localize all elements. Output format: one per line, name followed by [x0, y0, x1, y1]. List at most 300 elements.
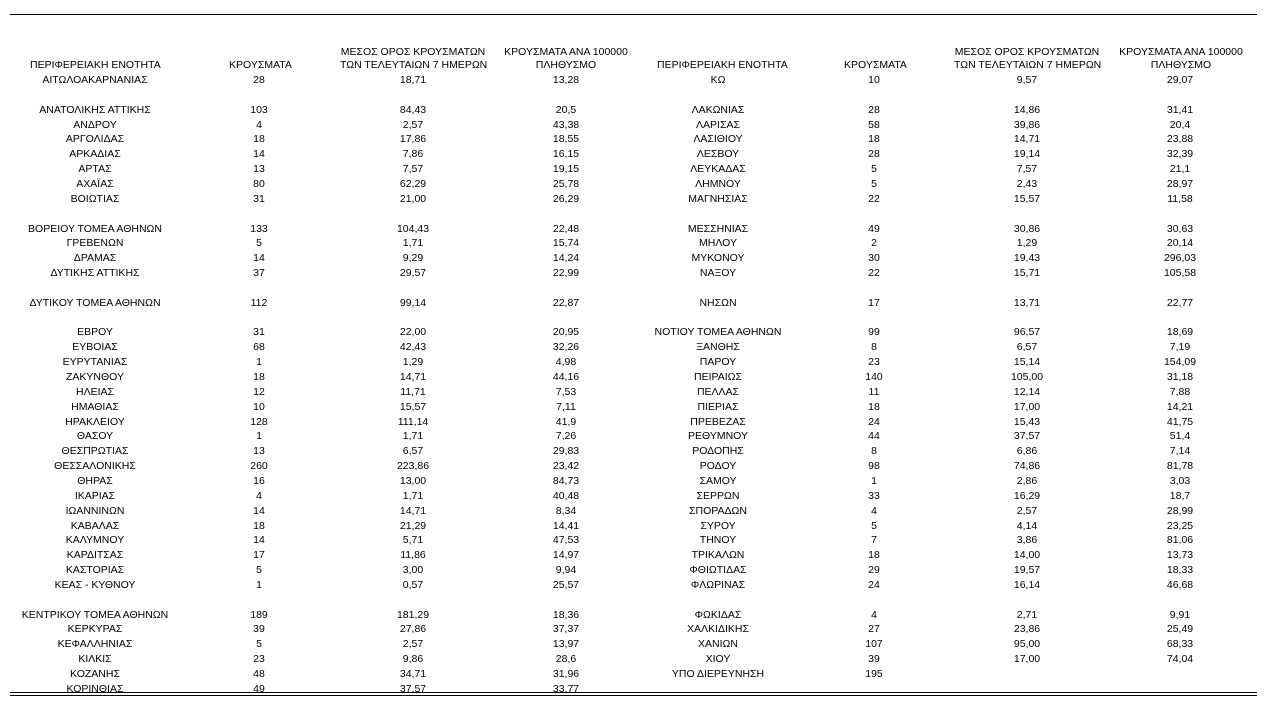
- right-cell-avg: 7,57: [1016, 163, 1038, 176]
- left-cell-avg: 37,57: [399, 682, 427, 695]
- left-cell-region: ΕΒΡΟΥ: [77, 326, 113, 339]
- left-cell-avg: 62,29: [399, 177, 427, 190]
- header-cases-left: ΚΡΟΥΣΜΑΤΑ: [229, 59, 292, 71]
- right-cell-per100k: 29,07: [1166, 74, 1194, 86]
- right-cell-cases: 24: [868, 415, 880, 428]
- right-cell-avg: 14,00: [1013, 549, 1041, 562]
- right-cell-region: ΡΕΘΥΜΝΟΥ: [687, 430, 749, 443]
- right-cell-avg: 2,43: [1016, 177, 1038, 190]
- left-cell-cases: 31: [253, 192, 265, 205]
- left-cell-cases: 28: [253, 74, 265, 86]
- left-cell-per100k: 7,53: [555, 385, 577, 398]
- left-cell-per100k: 44,16: [552, 371, 580, 383]
- right-cell-per100k: 20,14: [1166, 237, 1194, 250]
- right-cell-avg: 105,00: [1010, 371, 1044, 383]
- right-cell-region: ΛΗΜΝΟΥ: [695, 177, 741, 190]
- right-cell-cases: 98: [868, 460, 880, 473]
- right-cell-per100k: 23,88: [1166, 133, 1194, 146]
- left-cell-cases: 103: [250, 103, 268, 116]
- right-cell-cases: 28: [868, 148, 880, 161]
- left-cell-cases: 49: [253, 682, 265, 695]
- left-cell-region: ΚΕΦΑΛΛΗΝΙΑΣ: [57, 638, 133, 651]
- left-cell-avg: 21,00: [399, 192, 427, 205]
- left-cell-region: ΑΙΤΩΛΟΑΚΑΡΝΑΝΙΑΣ: [42, 74, 148, 86]
- right-cell-avg: 95,00: [1013, 638, 1041, 651]
- right-cell-region: ΝΗΣΩΝ: [699, 296, 737, 309]
- left-cell-region: ΒΟΙΩΤΙΑΣ: [70, 192, 120, 205]
- right-cell-cases: 5: [871, 519, 877, 532]
- right-cell-avg: 15,14: [1013, 356, 1041, 369]
- right-cell-cases: 18: [868, 133, 880, 146]
- left-cell-avg: 34,71: [399, 668, 427, 680]
- right-cell-cases: 8: [871, 445, 877, 458]
- right-cell-region: ΤΗΝΟΥ: [699, 534, 737, 547]
- right-cell-avg: 13,71: [1013, 296, 1041, 309]
- left-cell-per100k: 40,48: [552, 489, 580, 502]
- left-cell-region: ΑΧΑΪΑΣ: [76, 177, 114, 190]
- right-cell-cases: 39: [868, 653, 880, 666]
- left-cell-region: ΔΥΤΙΚΟΥ ΤΟΜΕΑ ΑΘΗΝΩΝ: [29, 296, 161, 309]
- left-cell-region: ΘΗΡΑΣ: [77, 474, 113, 487]
- right-cell-avg: 19,43: [1013, 252, 1041, 265]
- left-cell-avg: 13,00: [399, 474, 427, 487]
- left-cell-cases: 37: [253, 267, 265, 280]
- left-cell-region: ΑΡΓΟΛΙΔΑΣ: [65, 133, 125, 146]
- left-cell-cases: 189: [250, 608, 268, 621]
- right-cell-region: ΣΥΡΟΥ: [700, 519, 736, 532]
- right-cell-region: ΚΩ: [710, 74, 726, 86]
- right-cell-per100k: 46,68: [1166, 578, 1194, 591]
- left-cell-region: ΚΟΡΙΝΘΙΑΣ: [66, 682, 124, 695]
- left-cell-avg: 1,29: [402, 356, 424, 369]
- header-region-left: ΠΕΡΙΦΕΡΕΙΑΚΗ ΕΝΟΤΗΤΑ: [30, 59, 161, 71]
- right-cell-cases: 22: [868, 192, 880, 205]
- right-cell-avg: 17,00: [1013, 400, 1041, 413]
- right-cell-cases: 4: [871, 608, 877, 621]
- right-cell-region: ΡΟΔΟΥ: [699, 460, 737, 473]
- left-cell-avg: 15,57: [399, 400, 427, 413]
- left-cell-region: ΚΕΡΚΥΡΑΣ: [67, 623, 123, 636]
- right-cell-cases: 44: [868, 430, 880, 443]
- right-cell-region: ΛΕΣΒΟΥ: [696, 148, 740, 161]
- left-cell-cases: 5: [256, 638, 262, 651]
- right-cell-avg: 12,14: [1013, 385, 1041, 398]
- bottom-rule-double: [10, 695, 1257, 696]
- right-cell-region: ΣΕΡΡΩΝ: [696, 489, 740, 502]
- left-cell-avg: 0,57: [402, 578, 424, 591]
- right-cell-cases: 8: [871, 341, 877, 354]
- right-cell-cases: 107: [865, 638, 883, 651]
- right-cell-cases: 24: [868, 578, 880, 591]
- right-cell-per100k: 28,97: [1166, 177, 1194, 190]
- left-cell-per100k: 22,87: [552, 296, 580, 309]
- right-cell-cases: 2: [871, 237, 877, 250]
- right-cell-per100k: 154,09: [1163, 356, 1197, 369]
- right-cell-region: ΠΕΙΡΑΙΩΣ: [694, 371, 742, 383]
- left-cell-per100k: 18,36: [552, 608, 580, 621]
- left-cell-cases: 12: [253, 385, 265, 398]
- right-cell-avg: 23,86: [1013, 623, 1041, 636]
- top-rule: [10, 14, 1257, 15]
- right-cell-per100k: 32,39: [1166, 148, 1194, 161]
- left-cell-region: ΚΑΒΑΛΑΣ: [70, 519, 120, 532]
- left-cell-region: ΗΡΑΚΛΕΙΟΥ: [65, 415, 125, 428]
- left-cell-region: ΔΥΤΙΚΗΣ ΑΤΤΙΚΗΣ: [50, 267, 140, 280]
- right-cell-avg: 17,00: [1013, 653, 1041, 666]
- right-cell-cases: 5: [871, 177, 877, 190]
- right-cell-cases: 18: [868, 400, 880, 413]
- right-cell-per100k: 31,41: [1166, 103, 1194, 116]
- left-cell-per100k: 28,6: [555, 653, 577, 666]
- right-cell-cases: 7: [871, 534, 877, 547]
- left-cell-region: ΚΕΝΤΡΙΚΟΥ ΤΟΜΕΑ ΑΘΗΝΩΝ: [21, 608, 169, 621]
- right-cell-per100k: 74,04: [1166, 653, 1194, 666]
- left-cell-avg: 181,29: [396, 608, 430, 621]
- header-cases-right: ΚΡΟΥΣΜΑΤΑ: [844, 59, 907, 71]
- left-cell-region: ΒΟΡΕΙΟΥ ΤΟΜΕΑ ΑΘΗΝΩΝ: [28, 222, 162, 235]
- left-cell-cases: 31: [253, 326, 265, 339]
- right-cell-cases: 33: [868, 489, 880, 502]
- left-cell-avg: 17,86: [399, 133, 427, 146]
- right-cell-region: ΞΑΝΘΗΣ: [696, 341, 740, 354]
- left-cell-region: ΗΜΑΘΙΑΣ: [71, 400, 119, 413]
- left-cell-cases: 260: [250, 460, 268, 473]
- left-cell-cases: 112: [250, 296, 268, 309]
- left-cell-avg: 14,71: [399, 371, 427, 383]
- left-cell-region: ΚΟΖΑΝΗΣ: [70, 668, 120, 680]
- right-cell-avg: 19,57: [1013, 564, 1041, 577]
- left-cell-per100k: 29,83: [552, 445, 580, 458]
- left-cell-avg: 6,57: [402, 445, 424, 458]
- left-cell-region: ΖΑΚΥΝΘΟΥ: [65, 371, 125, 383]
- right-cell-cases: 11: [868, 385, 880, 398]
- left-cell-avg: 1,71: [402, 237, 424, 250]
- right-cell-cases: 49: [868, 222, 880, 235]
- right-cell-cases: 140: [865, 371, 883, 383]
- left-cell-cases: 68: [253, 341, 265, 354]
- right-cell-avg: 4,14: [1016, 519, 1038, 532]
- right-cell-per100k: 9,91: [1169, 608, 1191, 621]
- left-cell-cases: 39: [253, 623, 265, 636]
- right-cell-avg: 15,43: [1013, 415, 1041, 428]
- left-cell-avg: 104,43: [396, 222, 430, 235]
- right-cell-avg: 9,57: [1016, 74, 1038, 86]
- left-cell-cases: 23: [253, 653, 265, 666]
- right-cell-region: ΦΘΙΩΤΙΔΑΣ: [689, 564, 747, 577]
- left-cell-cases: 4: [256, 118, 262, 131]
- left-cell-cases: 5: [256, 237, 262, 250]
- right-cell-per100k: 22,77: [1166, 296, 1194, 309]
- right-cell-cases: 1: [871, 474, 877, 487]
- right-cell-cases: 10: [868, 74, 880, 86]
- right-cell-avg: 30,86: [1013, 222, 1041, 235]
- left-cell-avg: 29,57: [399, 267, 427, 280]
- right-cell-per100k: 11,58: [1167, 192, 1193, 205]
- left-cell-region: ΚΑΡΔΙΤΣΑΣ: [66, 549, 124, 562]
- left-cell-per100k: 14,24: [552, 252, 580, 265]
- right-cell-region: ΠΑΡΟΥ: [699, 356, 737, 369]
- left-cell-region: ΑΝΑΤΟΛΙΚΗΣ ΑΤΤΙΚΗΣ: [39, 103, 151, 116]
- right-cell-cases: 29: [868, 564, 880, 577]
- left-cell-avg: 1,71: [402, 430, 424, 443]
- right-cell-avg: 1,29: [1016, 237, 1038, 250]
- right-cell-per100k: 28,99: [1166, 504, 1194, 517]
- left-cell-avg: 42,43: [399, 341, 427, 354]
- left-cell-per100k: 22,48: [552, 222, 580, 235]
- left-cell-cases: 48: [253, 668, 265, 680]
- right-cell-per100k: 31,18: [1166, 371, 1194, 383]
- right-cell-per100k: 41,75: [1166, 415, 1194, 428]
- left-cell-avg: 3,00: [402, 564, 424, 577]
- right-cell-region: ΡΟΔΟΠΗΣ: [692, 445, 744, 458]
- right-cell-per100k: 20,4: [1169, 118, 1191, 131]
- right-cell-avg: 3,86: [1016, 534, 1038, 547]
- left-cell-per100k: 26,29: [552, 192, 580, 205]
- left-cell-avg: 11,86: [400, 549, 426, 562]
- right-cell-region: ΣΑΜΟΥ: [699, 474, 737, 487]
- left-cell-per100k: 41,9: [555, 415, 577, 428]
- right-cell-avg: 2,86: [1016, 474, 1038, 487]
- left-cell-cases: 18: [253, 371, 265, 383]
- right-cell-per100k: 13,73: [1166, 549, 1194, 562]
- right-cell-region: ΣΠΟΡΑΔΩΝ: [689, 504, 747, 517]
- left-cell-per100k: 20,95: [552, 326, 580, 339]
- left-cell-avg: 7,57: [402, 163, 424, 176]
- header-per100k-left: ΚΡΟΥΣΜΑΤΑ ΑΝΑ 100000 ΠΛΗΘΥΣΜΟ: [504, 46, 628, 71]
- right-cell-cases: 5: [871, 163, 877, 176]
- right-cell-cases: 99: [868, 326, 880, 339]
- right-cell-per100k: 23,25: [1166, 519, 1194, 532]
- left-cell-cases: 10: [253, 400, 265, 413]
- left-cell-avg: 7,86: [402, 148, 424, 161]
- right-cell-per100k: 7,19: [1169, 341, 1191, 354]
- left-cell-per100k: 4,98: [555, 356, 577, 369]
- right-cell-avg: 19,14: [1013, 148, 1041, 161]
- left-cell-region: ΘΕΣΣΑΛΟΝΙΚΗΣ: [54, 460, 136, 473]
- left-cell-cases: 4: [256, 489, 262, 502]
- left-cell-cases: 1: [256, 578, 262, 591]
- right-cell-region: ΧΑΛΚΙΔΙΚΗΣ: [687, 623, 749, 636]
- right-cell-region: ΦΩΚΙΔΑΣ: [694, 608, 742, 621]
- right-cell-per100k: 7,14: [1169, 445, 1191, 458]
- right-cell-region: ΝΟΤΙΟΥ ΤΟΜΕΑ ΑΘΗΝΩΝ: [654, 326, 782, 339]
- left-cell-region: ΑΡΤΑΣ: [78, 163, 112, 176]
- left-cell-per100k: 19,15: [552, 163, 580, 176]
- left-cell-region: ΕΥΡΥΤΑΝΙΑΣ: [62, 356, 128, 369]
- left-cell-per100k: 25,78: [552, 177, 580, 190]
- left-cell-cases: 13: [253, 163, 265, 176]
- left-cell-avg: 223,86: [396, 460, 430, 473]
- left-cell-per100k: 16,15: [552, 148, 580, 161]
- left-cell-avg: 14,71: [399, 504, 427, 517]
- right-cell-region: ΛΑΡΙΣΑΣ: [696, 118, 740, 131]
- left-cell-cases: 14: [253, 148, 265, 161]
- left-cell-region: ΚΑΛΥΜΝΟΥ: [65, 534, 125, 547]
- right-cell-cases: 17: [868, 296, 880, 309]
- left-cell-per100k: 13,28: [552, 74, 580, 86]
- right-cell-avg: 2,71: [1016, 608, 1038, 621]
- left-cell-avg: 9,86: [402, 653, 424, 666]
- right-cell-cases: 30: [868, 252, 880, 265]
- left-cell-per100k: 15,74: [552, 237, 580, 250]
- left-cell-avg: 22,00: [399, 326, 427, 339]
- left-cell-cases: 14: [253, 534, 265, 547]
- right-cell-per100k: 21,1: [1169, 163, 1191, 176]
- left-cell-region: ΗΛΕΙΑΣ: [75, 385, 115, 398]
- right-cell-avg: 16,29: [1013, 489, 1041, 502]
- left-cell-region: ΔΡΑΜΑΣ: [73, 252, 117, 265]
- left-cell-avg: 5,71: [402, 534, 424, 547]
- right-cell-cases: 58: [868, 118, 880, 131]
- right-cell-cases: 18: [868, 549, 880, 562]
- left-cell-per100k: 7,11: [556, 400, 576, 413]
- left-cell-avg: 9,29: [402, 252, 424, 265]
- right-cell-region: ΦΛΩΡΙΝΑΣ: [690, 578, 746, 591]
- left-cell-per100k: 22,99: [552, 267, 580, 280]
- left-cell-per100k: 32,26: [552, 341, 580, 354]
- left-cell-per100k: 20,5: [555, 103, 577, 116]
- left-cell-per100k: 37,37: [552, 623, 580, 636]
- right-cell-per100k: 30,63: [1166, 222, 1194, 235]
- right-cell-per100k: 81,78: [1166, 460, 1194, 473]
- left-cell-per100k: 18,55: [552, 133, 580, 146]
- left-cell-per100k: 25,57: [552, 578, 580, 591]
- left-cell-region: ΚΑΣΤΟΡΙΑΣ: [65, 564, 125, 577]
- left-cell-cases: 80: [253, 177, 265, 190]
- right-cell-cases: 23: [868, 356, 880, 369]
- right-cell-per100k: 7,88: [1169, 385, 1191, 398]
- left-cell-region: ΙΩΑΝΝΙΝΩΝ: [65, 504, 125, 517]
- right-cell-per100k: 51,4: [1169, 430, 1191, 443]
- left-cell-cases: 18: [253, 133, 265, 146]
- right-cell-avg: 15,57: [1013, 192, 1041, 205]
- left-cell-region: ΚΕΑΣ - ΚΥΘΝΟΥ: [54, 578, 136, 591]
- left-cell-region: ΙΚΑΡΙΑΣ: [74, 489, 116, 502]
- right-cell-avg: 6,57: [1016, 341, 1038, 354]
- left-cell-region: ΓΡΕΒΕΝΩΝ: [66, 237, 124, 250]
- bottom-rule: [10, 692, 1257, 693]
- left-cell-avg: 1,71: [402, 489, 424, 502]
- left-cell-region: ΑΡΚΑΔΙΑΣ: [69, 148, 121, 161]
- left-cell-avg: 111,14: [397, 415, 429, 428]
- right-cell-per100k: 3,03: [1169, 474, 1191, 487]
- left-cell-avg: 2,57: [402, 118, 424, 131]
- right-cell-region: ΧΑΝΙΩΝ: [698, 638, 738, 651]
- left-cell-per100k: 14,41: [552, 519, 580, 532]
- right-cell-avg: 6,86: [1016, 445, 1038, 458]
- right-cell-region: ΛΑΚΩΝΙΑΣ: [691, 103, 745, 116]
- right-cell-per100k: 18,69: [1166, 326, 1194, 339]
- left-cell-per100k: 47,53: [552, 534, 580, 547]
- right-cell-per100k: 18,7: [1169, 489, 1191, 502]
- right-cell-region: ΜΑΓΝΗΣΙΑΣ: [688, 192, 748, 205]
- right-cell-cases: 195: [865, 668, 883, 680]
- right-cell-avg: 37,57: [1013, 430, 1041, 443]
- left-cell-per100k: 43,38: [552, 118, 580, 131]
- right-cell-avg: 14,86: [1013, 103, 1041, 116]
- right-cell-per100k: 68,33: [1166, 638, 1194, 651]
- right-cell-cases: 28: [868, 103, 880, 116]
- left-cell-cases: 16: [253, 474, 265, 487]
- left-cell-avg: 84,43: [399, 103, 427, 116]
- right-cell-region: ΜΕΣΣΗΝΙΑΣ: [687, 222, 749, 235]
- right-cell-region: ΜΗΛΟΥ: [699, 237, 737, 250]
- right-cell-region: ΛΑΣΙΘΙΟΥ: [693, 133, 743, 146]
- right-cell-per100k: 14,21: [1166, 400, 1194, 413]
- right-cell-per100k: 18,33: [1166, 564, 1194, 577]
- left-cell-region: ΑΝΔΡΟΥ: [73, 118, 117, 131]
- right-cell-per100k: 105,58: [1163, 267, 1197, 280]
- left-cell-cases: 128: [250, 415, 268, 428]
- right-cell-region: ΠΡΕΒΕΖΑΣ: [690, 415, 746, 428]
- right-cell-cases: 22: [868, 267, 880, 280]
- right-cell-region: ΠΙΕΡΙΑΣ: [697, 400, 739, 413]
- left-cell-avg: 27,86: [399, 623, 427, 636]
- left-cell-cases: 14: [253, 252, 265, 265]
- right-cell-per100k: 81,06: [1166, 534, 1194, 547]
- left-cell-per100k: 33,77: [552, 682, 580, 695]
- header-avg-right: ΜΕΣΟΣ ΟΡΟΣ ΚΡΟΥΣΜΑΤΩΝ ΤΩΝ ΤΕΛΕΥΤΑΙΩΝ 7 ΗΜΕΡΩΝ: [954, 46, 1102, 71]
- left-cell-cases: 1: [256, 430, 262, 443]
- right-cell-region: ΤΡΙΚΑΛΩΝ: [691, 549, 745, 562]
- right-cell-avg: 16,14: [1013, 578, 1041, 591]
- right-cell-cases: 4: [871, 504, 877, 517]
- right-cell-avg: 39,86: [1013, 118, 1041, 131]
- left-cell-per100k: 8,34: [555, 504, 577, 517]
- right-cell-avg: 96,57: [1013, 326, 1041, 339]
- left-cell-avg: 99,14: [399, 296, 427, 309]
- left-cell-cases: 17: [253, 549, 265, 562]
- right-cell-region: ΝΑΞΟΥ: [699, 267, 737, 280]
- left-cell-per100k: 9,94: [555, 564, 577, 577]
- left-cell-avg: 21,29: [399, 519, 427, 532]
- right-cell-cases: 27: [868, 623, 880, 636]
- left-cell-per100k: 13,97: [552, 638, 580, 651]
- right-cell-per100k: 25,49: [1166, 623, 1194, 636]
- right-cell-region: ΠΕΛΛΑΣ: [696, 385, 740, 398]
- left-cell-per100k: 7,26: [555, 430, 577, 443]
- left-cell-per100k: 14,97: [552, 549, 580, 562]
- left-cell-cases: 133: [250, 222, 268, 235]
- left-cell-per100k: 31,96: [552, 668, 580, 680]
- left-cell-region: ΘΑΣΟΥ: [76, 430, 114, 443]
- left-cell-cases: 1: [256, 356, 262, 369]
- right-cell-region: ΥΠΟ ΔΙΕΡΕΥΝΗΣΗ: [671, 668, 765, 680]
- left-cell-per100k: 23,42: [552, 460, 580, 473]
- left-cell-avg: 11,71: [400, 385, 426, 398]
- right-cell-region: ΛΕΥΚΑΔΑΣ: [690, 163, 746, 176]
- left-cell-avg: 2,57: [402, 638, 424, 651]
- left-cell-region: ΘΕΣΠΡΩΤΙΑΣ: [61, 445, 129, 458]
- right-cell-avg: 74,86: [1013, 460, 1041, 473]
- left-cell-cases: 18: [253, 519, 265, 532]
- left-cell-cases: 5: [256, 564, 262, 577]
- right-cell-region: ΧΙΟΥ: [705, 653, 731, 666]
- left-cell-per100k: 84,73: [552, 474, 580, 487]
- header-region-right: ΠΕΡΙΦΕΡΕΙΑΚΗ ΕΝΟΤΗΤΑ: [657, 59, 788, 71]
- right-cell-avg: 15,71: [1013, 267, 1041, 280]
- right-cell-avg: 2,57: [1016, 504, 1038, 517]
- right-cell-region: ΜΥΚΟΝΟΥ: [691, 252, 745, 265]
- left-cell-cases: 13: [253, 445, 265, 458]
- header-per100k-right: ΚΡΟΥΣΜΑΤΑ ΑΝΑ 100000 ΠΛΗΘΥΣΜΟ: [1119, 46, 1243, 71]
- left-cell-region: ΚΙΛΚΙΣ: [78, 653, 112, 666]
- right-cell-per100k: 296,03: [1163, 252, 1197, 265]
- left-cell-avg: 18,71: [399, 74, 427, 86]
- left-cell-region: ΕΥΒΟΙΑΣ: [72, 341, 118, 354]
- right-cell-avg: 14,71: [1013, 133, 1041, 146]
- left-cell-cases: 14: [253, 504, 265, 517]
